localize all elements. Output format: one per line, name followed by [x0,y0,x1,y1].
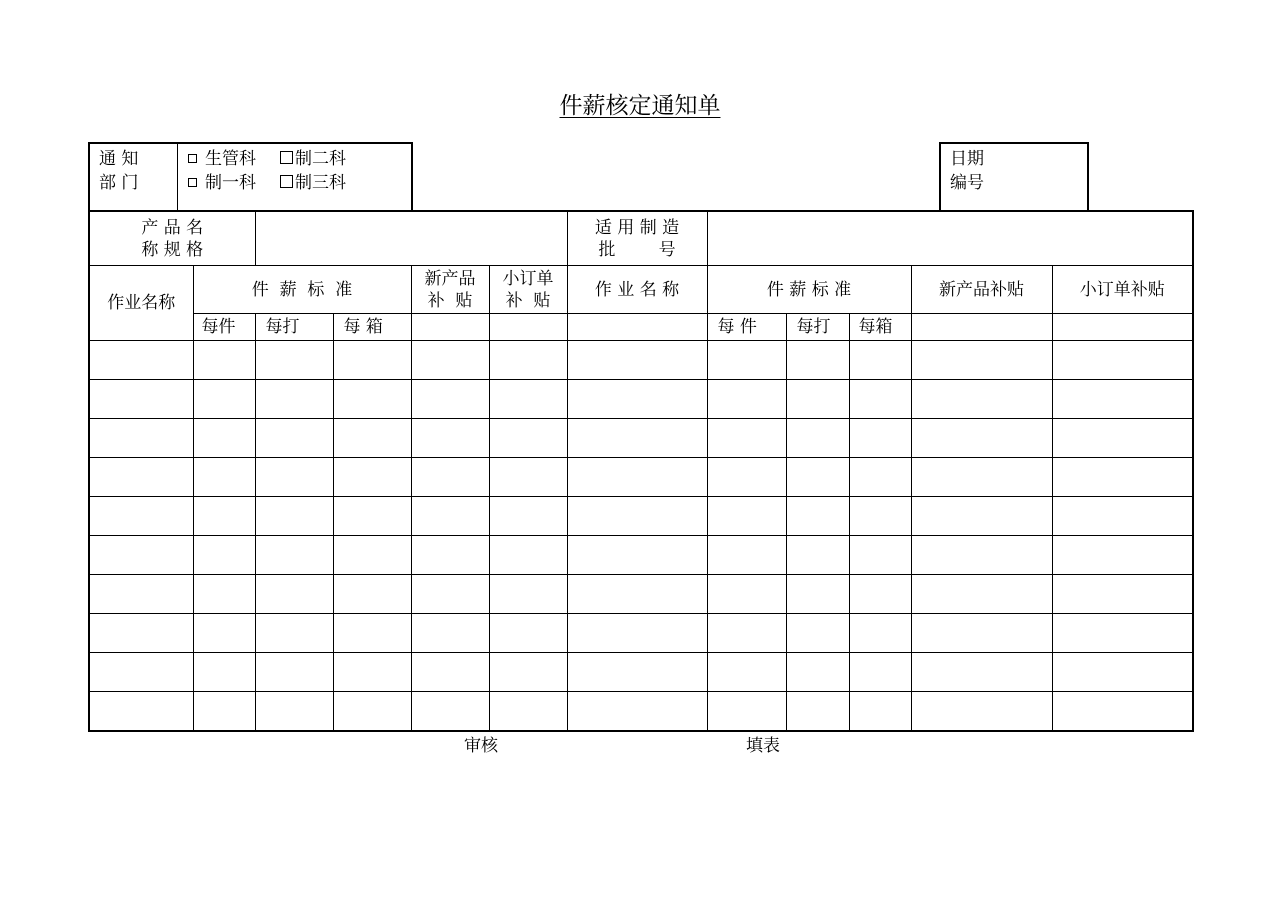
table-cell[interactable] [1052,341,1193,380]
table-cell[interactable] [707,497,786,536]
fill-label: 填表 [746,736,780,756]
product-name-label [89,211,255,266]
table-cell[interactable] [333,692,411,732]
table-cell[interactable] [255,653,333,692]
table-cell[interactable] [193,653,255,692]
table-cell[interactable] [255,692,333,732]
table-cell[interactable] [849,341,911,380]
table-cell[interactable] [411,575,489,614]
table-cell[interactable] [786,653,849,692]
table-cell[interactable] [786,497,849,536]
product-name-label-line2: 称 规 格 [141,239,204,260]
table-cell[interactable] [707,380,786,419]
header-blank [567,314,707,341]
checkbox-icon[interactable] [280,151,293,164]
table-cell[interactable] [911,380,1052,419]
option-manufacturing-2[interactable] [280,147,346,171]
table-cell[interactable] [489,575,567,614]
small-order-left-line2: 补 贴 [505,290,551,311]
table-cell[interactable] [911,458,1052,497]
table-cell[interactable] [411,614,489,653]
table-cell[interactable] [567,341,707,380]
batch-label-line1: 适 用 制 造 [594,217,680,238]
table-cell[interactable] [786,536,849,575]
small-order-subsidy-header-right: 小订单补贴 [1052,266,1193,314]
table-cell[interactable] [89,419,193,458]
table-cell[interactable] [89,536,193,575]
table-cell[interactable] [849,653,911,692]
table-row [89,692,1193,732]
table-cell[interactable] [489,419,567,458]
new-product-subsidy-header-right: 新产品补贴 [911,266,1052,314]
table-cell[interactable] [786,380,849,419]
notice-department-box [88,142,413,212]
table-cell[interactable] [849,419,911,458]
table-cell[interactable] [489,341,567,380]
table-cell[interactable] [911,653,1052,692]
per-piece-header-right: 每 件 [707,314,786,341]
small-order-subsidy-header-left [489,266,567,314]
table-cell[interactable] [333,536,411,575]
per-piece-header-left: 每件 [193,314,255,341]
table-cell[interactable] [849,692,911,732]
table-cell[interactable] [333,341,411,380]
table-cell[interactable] [489,536,567,575]
table-row [89,458,1193,497]
per-box-header-right: 每箱 [849,314,911,341]
table-cell[interactable] [333,497,411,536]
per-dozen-header-right: 每打 [786,314,849,341]
table-cell[interactable] [849,575,911,614]
table-cell[interactable] [1052,380,1193,419]
header-row-1 [89,266,1193,314]
table-row [89,614,1193,653]
table-cell[interactable] [567,458,707,497]
table-cell[interactable] [89,341,193,380]
table-cell[interactable] [707,653,786,692]
table-cell[interactable] [849,497,911,536]
table-cell[interactable] [707,458,786,497]
form-title-text: 件薪核定通知单 [559,93,721,119]
table-cell[interactable] [333,653,411,692]
table-cell[interactable] [89,653,193,692]
option-label: 制一科 [205,173,256,193]
header-blank [489,314,567,341]
table-cell[interactable] [333,380,411,419]
table-cell[interactable] [911,575,1052,614]
table-cell[interactable] [411,536,489,575]
product-name-label-line1: 产 品 名 [141,217,204,238]
table-row [89,419,1193,458]
table-cell[interactable] [89,458,193,497]
table-cell[interactable] [786,419,849,458]
checkbox-icon[interactable] [188,154,197,163]
table-cell[interactable] [567,653,707,692]
table-cell[interactable] [193,458,255,497]
table-cell[interactable] [193,497,255,536]
table-cell[interactable] [89,575,193,614]
checkbox-icon[interactable] [188,178,197,187]
option-label: 制三科 [295,173,346,193]
table-cell[interactable] [333,614,411,653]
table-cell[interactable] [89,692,193,732]
table-cell[interactable] [193,692,255,732]
table-cell[interactable] [193,419,255,458]
piece-rate-table [88,210,1194,732]
table-cell[interactable] [567,497,707,536]
notice-label-line1: 通 知 [99,149,139,169]
table-cell[interactable] [411,653,489,692]
table-cell[interactable] [786,341,849,380]
table-cell[interactable] [1052,419,1193,458]
table-cell[interactable] [489,614,567,653]
table-cell[interactable] [911,614,1052,653]
table-cell[interactable] [333,575,411,614]
date-label: 日期 [950,149,984,169]
table-cell[interactable] [333,458,411,497]
option-production-control[interactable] [188,147,256,171]
table-cell[interactable] [707,536,786,575]
table-cell[interactable] [255,419,333,458]
review-label: 审核 [464,736,498,756]
table-cell[interactable] [89,380,193,419]
table-cell[interactable] [567,692,707,732]
table-row [89,575,1193,614]
table-cell[interactable] [849,536,911,575]
table-cell[interactable] [707,614,786,653]
table-cell[interactable] [707,692,786,732]
table-cell[interactable] [911,692,1052,732]
table-cell[interactable] [411,341,489,380]
table-cell[interactable] [1052,497,1193,536]
table-cell[interactable] [567,536,707,575]
table-cell[interactable] [911,419,1052,458]
date-number-box [939,142,1089,212]
table-cell[interactable] [1052,614,1193,653]
table-cell[interactable] [255,458,333,497]
table-cell[interactable] [411,458,489,497]
table-cell[interactable] [1052,653,1193,692]
new-product-left-line1: 新产品 [424,268,476,289]
table-row [89,497,1193,536]
table-cell[interactable] [489,497,567,536]
table-row [89,380,1193,419]
table-cell[interactable] [567,380,707,419]
table-cell[interactable] [255,497,333,536]
table-cell[interactable] [1052,536,1193,575]
header-blank [411,314,489,341]
table-cell[interactable] [707,341,786,380]
table-cell[interactable] [411,692,489,732]
number-label: 编号 [950,173,984,193]
table-cell[interactable] [255,575,333,614]
new-product-left-line2: 补 贴 [427,290,473,311]
checkbox-icon[interactable] [280,175,293,188]
option-manufacturing-1[interactable] [188,171,256,195]
form-title [0,90,1280,122]
table-cell[interactable] [786,575,849,614]
job-name-header-right: 作 业 名 称 [567,266,707,314]
notice-label-line2: 部 门 [99,173,139,193]
table-cell[interactable] [489,380,567,419]
table-row [89,653,1193,692]
batch-value[interactable] [707,211,1193,266]
table-cell[interactable] [567,419,707,458]
header-blank [1052,314,1193,341]
table-cell[interactable] [911,341,1052,380]
option-label: 制二科 [295,149,346,169]
table-cell[interactable] [911,536,1052,575]
notice-divider [177,144,178,212]
table-cell[interactable] [567,614,707,653]
table-cell[interactable] [255,536,333,575]
table-cell[interactable] [193,380,255,419]
table-cell[interactable] [193,341,255,380]
table-cell[interactable] [707,575,786,614]
table-cell[interactable] [411,419,489,458]
table-cell[interactable] [255,614,333,653]
table-cell[interactable] [193,536,255,575]
table-cell[interactable] [911,497,1052,536]
per-box-header-left: 每 箱 [333,314,411,341]
table-cell[interactable] [1052,575,1193,614]
table-cell[interactable] [193,575,255,614]
table-cell[interactable] [849,458,911,497]
table-cell[interactable] [489,692,567,732]
new-product-subsidy-header-left [411,266,489,314]
table-cell[interactable] [489,458,567,497]
table-cell[interactable] [333,419,411,458]
table-cell[interactable] [1052,692,1193,732]
header-blank [911,314,1052,341]
table-cell[interactable] [849,380,911,419]
small-order-left-line1: 小订单 [502,268,554,289]
table-row [89,536,1193,575]
table-cell[interactable] [1052,458,1193,497]
table-cell[interactable] [193,614,255,653]
table-cell[interactable] [786,614,849,653]
table-cell[interactable] [786,458,849,497]
table-row [89,341,1193,380]
option-manufacturing-3[interactable] [280,171,346,195]
table-cell[interactable] [255,341,333,380]
table-cell[interactable] [849,614,911,653]
table-cell[interactable] [707,419,786,458]
job-name-header-left: 作业名称 [89,266,193,341]
data-rows [89,341,1193,732]
table-cell[interactable] [411,380,489,419]
table-cell[interactable] [89,614,193,653]
batch-label [567,211,707,266]
product-row [89,211,1193,266]
table-cell[interactable] [489,653,567,692]
table-cell[interactable] [567,575,707,614]
piece-standard-header-right: 件 薪 标 准 [707,266,911,314]
header-row-2 [89,314,1193,341]
table-cell[interactable] [255,380,333,419]
product-name-value[interactable] [255,211,567,266]
table-cell[interactable] [89,497,193,536]
batch-label-line2: 批 号 [598,239,676,260]
table-cell[interactable] [411,497,489,536]
table-cell[interactable] [786,692,849,732]
option-label: 生管科 [205,149,256,169]
per-dozen-header-left: 每打 [255,314,333,341]
piece-standard-header-left: 件 薪 标 准 [193,266,411,314]
